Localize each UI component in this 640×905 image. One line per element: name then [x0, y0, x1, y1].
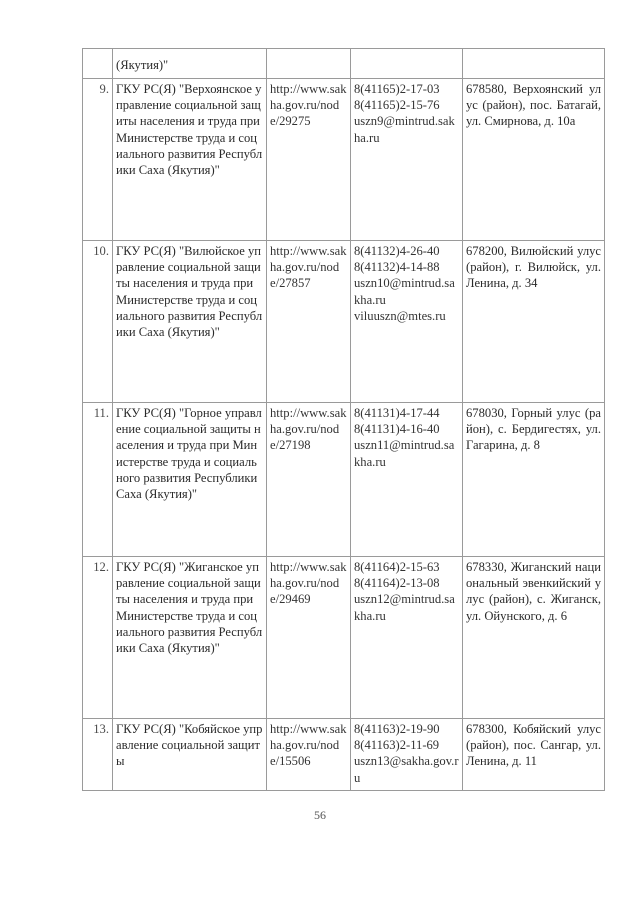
phone-2: 8(41132)4-14-88 [354, 260, 440, 275]
table-row [83, 79, 605, 241]
name-cell: (Якутия)" [113, 49, 267, 79]
phone-1: 8(41131)4-17-44 [354, 406, 440, 420]
phone-1: 8(41164)2-15-63 [354, 560, 440, 574]
website-link[interactable]: http://www.sakha.gov.ru/node/29469 [267, 557, 351, 719]
email-link[interactable]: uszn12@mintrud.sakha.ru [354, 592, 455, 623]
table-row-continuation [83, 49, 605, 79]
website-link[interactable]: http://www.sakha.gov.ru/node/27857 [267, 241, 351, 403]
email-link[interactable]: uszn10@mintrud.sakha.ru [354, 276, 455, 307]
row-number: 10. [83, 241, 113, 403]
address: 678330, Жиганский национальный эвенкийский улус (район), с. Жиганск, ул. Ойунского, д. 6 [463, 557, 605, 719]
phone-2: 8(41164)2-13-08 [354, 576, 440, 591]
row-number: 9. [83, 79, 113, 241]
phone-1: 8(41132)4-26-40 [354, 244, 440, 258]
organizations-table [82, 48, 605, 791]
table-row [83, 719, 605, 791]
organization-name: ГКУ РС(Я) "Кобяйское управление социальной защиты [113, 719, 267, 791]
organization-name: ГКУ РС(Я) "Верхоянское управление социальной защиты населения и труда при Министерстве труда и социального развития Республики Саха (Якутия)" [113, 79, 267, 241]
address: 678300, Кобяйский улус (район), пос. Сангар, ул. Ленина, д. 11 [463, 719, 605, 791]
contacts-cell [351, 79, 463, 241]
email-link[interactable]: uszn13@sakha.gov.ru [354, 754, 459, 785]
address: 678030, Горный улус (район), с. Бердигестях, ул. Гагарина, д. 8 [463, 403, 605, 557]
page-number: 56 [314, 808, 326, 822]
organization-name: ГКУ РС(Я) "Вилюйское управление социальной защиты населения и труда при Министерстве труда и социального развития Республики Саха (Якутия)" [113, 241, 267, 403]
contacts-cell [351, 557, 463, 719]
contacts-cell [351, 403, 463, 557]
address: 678200, Вилюйский улус (район), г. Вилюйск, ул. Ленина, д. 34 [463, 241, 605, 403]
row-number: 12. [83, 557, 113, 719]
phone-1: 8(41165)2-17-03 [354, 82, 440, 96]
num-cell [83, 49, 113, 79]
organization-name: ГКУ РС(Я) "Горное управление социальной защиты населения и труда при Министерстве труда и социального развития Республики Саха (Якутия)" [113, 403, 267, 557]
table-row [83, 403, 605, 557]
website-link[interactable]: http://www.sakha.gov.ru/node/27198 [267, 403, 351, 557]
phone-1: 8(41163)2-19-90 [354, 722, 440, 736]
contacts-cell [351, 49, 463, 79]
phone-2: 8(41131)4-16-40 [354, 422, 440, 437]
email-link[interactable]: uszn9@mintrud.sakha.ru [354, 114, 455, 145]
phone-2: 8(41165)2-15-76 [354, 98, 440, 113]
address-cell [463, 49, 605, 79]
website-link[interactable]: http://www.sakha.gov.ru/node/15506 [267, 719, 351, 791]
organization-name: ГКУ РС(Я) "Жиганское управление социальной защиты населения и труда при Министерстве труда и социального развития Республики Саха (Якутия)" [113, 557, 267, 719]
row-number: 13. [83, 719, 113, 791]
phone-2: 8(41163)2-11-69 [354, 738, 440, 753]
contacts-cell [351, 719, 463, 791]
url-cell [267, 49, 351, 79]
email-link[interactable]: uszn11@mintrud.sakha.ru [354, 438, 455, 469]
row-number: 11. [83, 403, 113, 557]
website-link[interactable]: http://www.sakha.gov.ru/node/29275 [267, 79, 351, 241]
table-row [83, 557, 605, 719]
contacts-cell [351, 241, 463, 403]
email-link-alt[interactable]: viluuszn@mtes.ru [354, 308, 446, 323]
address: 678580, Верхоянский улус (район), пос. Батагай, ул. Смирнова, д. 10а [463, 79, 605, 241]
table-row [83, 241, 605, 403]
